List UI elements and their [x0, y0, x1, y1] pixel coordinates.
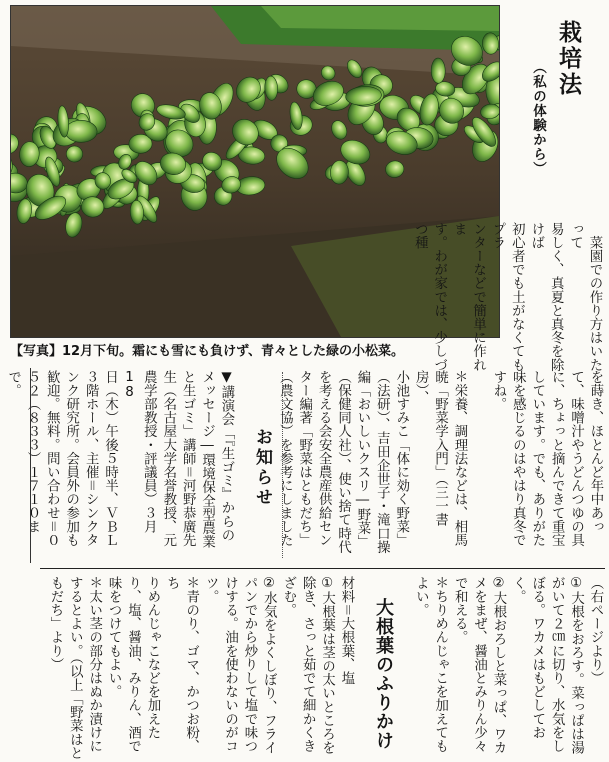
reference-line: を考える会安全農産供給セン	[316, 370, 332, 547]
notice-line: ンク研究所。会員外の参加も	[63, 370, 79, 547]
recipe-line: で和える。	[452, 576, 468, 644]
notice-line: 生（名古屋大学名誉教授、元	[160, 370, 176, 547]
furikake-line: 除き、さっと茹でて細かくき	[300, 576, 316, 753]
notice-title: お知らせ	[252, 428, 272, 508]
recipe-line: く。	[510, 576, 526, 604]
furikake-title: 大根葉のふりかけ	[373, 598, 394, 750]
furikake-line: ざむ。	[280, 576, 296, 617]
reference-line: （保健同人社）、使い捨て時代	[335, 370, 351, 554]
page-title: 栽培法	[555, 20, 581, 98]
notice-line: ▼講演会「『生ゴミ』からの	[219, 370, 234, 542]
leaf-shape	[431, 58, 445, 83]
notice-line: ５２（８３３）１７１０まで。	[5, 370, 40, 534]
continued-line: て、味噌汁やうどんつゆの具	[568, 370, 584, 547]
furikake-line: 材料＝大根葉、塩	[339, 576, 354, 685]
continued-line: に、ちょっと摘んできて重宝	[549, 370, 565, 547]
intro-line: 菜園での作り方はいたって	[567, 222, 602, 372]
intro-line: ンターなどで簡単に作れま	[451, 222, 486, 372]
continued-line: 味を感じるのはやはり真冬で	[510, 370, 526, 547]
furikake-line: けする。油を使わないのがコ	[222, 576, 238, 753]
furikake-line: ②水気をよくしぼり、フライ	[261, 576, 277, 755]
furikake-line: ＊太い茎の部分はぬか漬けに	[86, 576, 102, 753]
references-text	[277, 370, 469, 560]
reference-line: 編「おいしいクスリ―野菜」	[354, 370, 370, 549]
page-subtitle: （私の体験から）	[530, 60, 546, 176]
recipe-line: ①大根をおろす。菜っぱは湯	[568, 576, 584, 755]
notice-line: と生ゴミ」講師＝河野恭廣先	[180, 370, 196, 547]
notice-line: 日（木）午後５時半、ＶＢＬ	[102, 370, 118, 547]
furikake-line: ①大根葉は茎の太いところを	[319, 576, 335, 755]
furikake-line: するとよい。（以上「野菜はと	[67, 576, 83, 760]
photo-caption: 【写真】12月下旬。霜にも雪にも負けず、青々とした緑の小松菜。	[10, 344, 405, 359]
recipe-line: ぼる。ワカメはもどしてお	[529, 576, 545, 740]
notice-text	[5, 370, 236, 560]
furikake-line: ツ。	[203, 576, 219, 604]
reference-line: （農文協）を参考にしました	[277, 370, 293, 547]
recipe-line: （右ページより）	[588, 576, 603, 685]
furikake-text	[47, 576, 356, 760]
recipe-continued	[408, 576, 605, 760]
furikake-line: ＊青のり、ゴマ、かつお粉、ち	[164, 576, 199, 753]
intro-text	[412, 222, 604, 372]
recipe-line: ＊ちりめんじゃこを加えても	[432, 576, 448, 753]
recipe-line: メをまぜ、醤油とみりん少々	[471, 576, 487, 753]
recipe-line: ②大根おろしと菜っぱ、ワカ	[490, 576, 506, 755]
furikake-line: もだち」より）	[47, 576, 63, 672]
notice-line: 歓迎。無料。問い合わせ＝０	[44, 370, 60, 547]
reference-line: 小池すみこ「体に効く野菜」	[393, 370, 409, 547]
column-divider	[282, 372, 283, 558]
intro-line: す。わが家では、少しづつ種	[412, 222, 447, 372]
reference-line: ＊栄養、調理法などは、相馬	[452, 370, 467, 547]
recipe-line: がいて２㎝に切り、水気をし	[549, 576, 565, 753]
furikake-line: りめんじゃこなどを加えた	[144, 576, 160, 740]
continued-line: しています。でも、ありがた	[529, 370, 545, 547]
reference-line: （法研）、吉田企世子・滝口操	[374, 370, 390, 554]
notice-border	[30, 368, 31, 563]
furikake-line: り、塩、醤油、みりん、酒で	[125, 576, 141, 753]
recipe-line: よい。	[413, 576, 429, 617]
intro-line: 初心者でも土がなくてもプラ	[489, 222, 525, 372]
notice-line: 農学部教授・評議員）３月18	[121, 370, 157, 534]
continued-text	[488, 370, 605, 570]
notice-line: ３階ホール、主催＝シンクタ	[83, 370, 99, 547]
intro-line: 易しく、真夏と真冬を除けば	[528, 222, 564, 372]
reference-line: 暁「野菜学入門」（三一書房）、	[413, 370, 448, 527]
reference-line: ター編著「野菜はともだち」	[296, 370, 312, 547]
continued-line: すね。	[490, 370, 506, 411]
leaf-shape	[65, 120, 97, 143]
furikake-line: パンでから炒りして塩で味つ	[241, 576, 257, 753]
continued-line: を蒔き、ほとんど年中あっ	[588, 370, 603, 534]
notice-line: メッセージ―環境保全型農業	[199, 370, 215, 549]
section-rule	[40, 568, 605, 569]
furikake-line: 味をつけてもよい。	[106, 576, 122, 699]
